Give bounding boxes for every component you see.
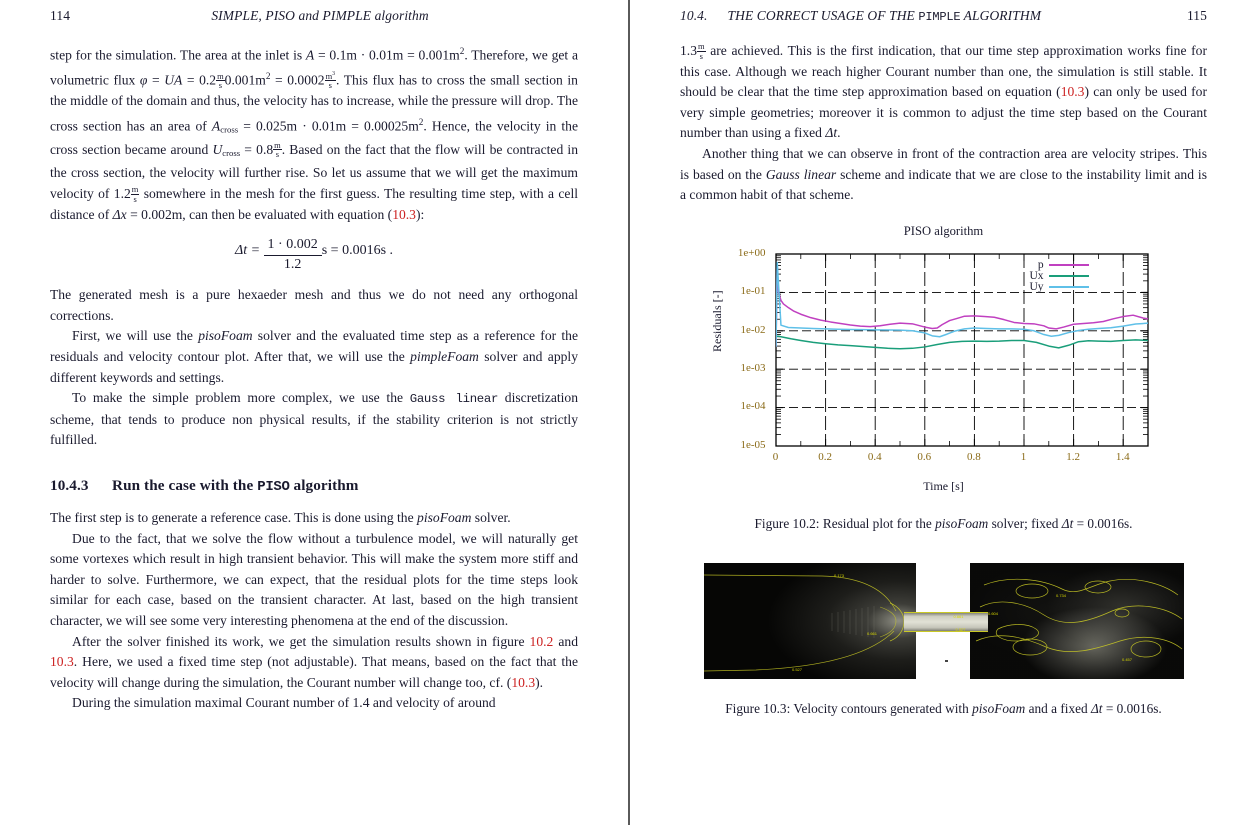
plot-x-tick-label: 0.4	[867, 450, 882, 463]
text-run: = 0.025m · 0.01m = 0.00025m	[238, 118, 419, 134]
text-run: Figure 10.2: Residual plot for the	[754, 515, 936, 531]
plot-legend-swatch	[1049, 286, 1089, 288]
plot-y-tick-label: 1e-05	[740, 438, 766, 451]
math-A: A	[211, 118, 221, 134]
svg-text:0.604: 0.604	[987, 610, 998, 616]
text-run: 0.001m	[224, 72, 266, 88]
text-run: = 0.2	[182, 72, 217, 88]
section-title-part: Run the case with the	[112, 476, 258, 494]
residual-plot	[709, 223, 1174, 494]
text-run: First, we will use the	[72, 328, 199, 344]
text-run: . Here, we used a fixed time step (not adjustable). That means, based on the fact that the velocity will change during the simulation, the Courant number will change too, cf. (	[50, 654, 578, 690]
text-run: ):	[415, 206, 425, 222]
fraction-m3-over-s: $\frac{m^3}{s}$	[325, 70, 336, 91]
plot-x-tick-label: 0.8	[967, 450, 981, 463]
plot-legend-label: Ux	[1029, 270, 1044, 283]
figure-reference-10-2[interactable]: 10.2	[529, 633, 554, 649]
left-paragraph-3	[50, 326, 578, 388]
math-A: A	[305, 47, 315, 63]
svg-text:0.527: 0.527	[791, 666, 802, 672]
text-run: ALGORITHM	[960, 8, 1042, 23]
text-run: = 0.0016s.	[1073, 515, 1133, 531]
plot-legend-label: Uy	[1029, 281, 1044, 294]
text-run: = 0.002m, can then be evaluated with equation (	[126, 206, 393, 222]
spacer	[50, 30, 578, 41]
text-run: are achieved. This is the first indication, that our time step approximation works fine for this case. Although we reach higher Courant number than one, the simulation is still stable. It should be clear that the time step approximation based on equation (	[680, 43, 1207, 100]
figure-10-2-caption	[680, 514, 1207, 533]
equation-numerator: 1 · 0.002	[264, 237, 322, 256]
text-run: . Therefore, we get a volumetric flux	[50, 47, 578, 88]
contour-image-right	[970, 563, 1184, 679]
text-run: discretization scheme, that tends to produce non physical results, if the stability criterion is not strictly fulfilled.	[50, 390, 579, 448]
fraction-m-over-s: $\frac{m}{s}$	[217, 70, 224, 91]
right-running-head	[680, 8, 1207, 30]
text-run: . Hence, the velocity in the cross section became around	[50, 118, 578, 157]
text-run: Another thing that we can observe in front of the contraction area are velocity stripes. This is based on the	[680, 145, 1207, 182]
equation-reference-10-3[interactable]: 10.3	[511, 674, 536, 690]
svg-text:0.457: 0.457	[1121, 656, 1132, 662]
text-run: solver and apply different keywords and settings.	[50, 348, 578, 385]
right-page-column	[630, 0, 1255, 718]
figure-reference-10-3[interactable]: 10.3	[50, 654, 74, 670]
section-number: 10.4.3	[50, 476, 89, 494]
text-run: Figure 10.3: Velocity contours generated with	[725, 700, 973, 716]
text-run: = 0.8	[240, 141, 274, 157]
equation-lhs: Δt =	[234, 243, 261, 259]
left-running-head-title: SIMPLE, PISO and PIMPLE algorithm	[211, 8, 429, 23]
plot-y-tick-label: 1e+00	[737, 246, 766, 259]
plot-x-axis-label: Time [s]	[923, 478, 964, 493]
plot-x-tick-label: 0.6	[917, 450, 932, 463]
subscript-cross: cross	[222, 147, 241, 158]
contour-jet-edge-bottom	[904, 631, 988, 632]
plot-x-tick-label: 1.2	[1066, 450, 1080, 463]
left-page-column	[0, 0, 628, 714]
plot-legend-entry	[1030, 282, 1089, 293]
text-run: After the solver finished its work, we get the simulation results shown in figure	[72, 633, 530, 649]
svg-text:0.661: 0.661	[866, 630, 877, 636]
text-run: solver; fixed	[988, 515, 1062, 531]
contour-right-svg	[970, 563, 1184, 679]
left-running-head	[50, 8, 578, 30]
solver-name-pimplefoam: pimpleFoam	[410, 348, 479, 364]
plot-y-tick-label: 1e-03	[740, 361, 766, 374]
plot-legend-swatch	[1049, 264, 1089, 266]
cross-reference-link[interactable]: 10.3	[392, 206, 416, 222]
text-run: =	[147, 72, 165, 88]
left-paragraph-6: Due to the fact, that we solve the flow without a turbulence model, we will naturally get some vortexes which result in high transient behavior. This will make the system more stiff and harder to solve. Furthermore, we can expect, that the residual plots for the time steps look similar for each case, based on the transient character. At last, based on the high transient character, we will see some very interesting phenomena at the end of the discussion.	[50, 530, 578, 628]
math-delta-t: Δt	[1091, 700, 1103, 716]
left-paragraph-1	[50, 41, 578, 225]
solver-name-pisofoam: pisoFoam	[972, 700, 1026, 716]
svg-text:0.734: 0.734	[1055, 592, 1066, 598]
text-run: and	[553, 633, 578, 649]
plot-y-tick-label: 1e-01	[740, 285, 766, 298]
solver-name-pisofoam: pisoFoam	[935, 515, 989, 531]
contour-label: 0.661	[953, 613, 964, 619]
plot-x-tick-label: 1	[1020, 450, 1027, 463]
text-run: To make the simple problem more complex, we use the	[72, 390, 410, 406]
contour-left-svg	[704, 563, 916, 679]
contour-jet-edge-top	[904, 612, 988, 613]
text-run: scheme and indicate that we are close to the instability limit and is a common habit of that scheme.	[680, 166, 1207, 203]
right-running-head-title	[708, 8, 1187, 24]
plot-legend-entry	[1030, 260, 1089, 271]
text-run: step for the simulation. The area at the inlet is	[50, 47, 306, 63]
figure-10-3-caption	[680, 699, 1207, 718]
plot-legend-label: p	[1037, 259, 1044, 272]
text-run: = 0.0016s.	[1102, 700, 1162, 716]
contour-jet-stream	[904, 612, 988, 632]
svg-text:0.173: 0.173	[833, 572, 844, 578]
math-delta-x: Δx	[112, 206, 127, 222]
plot-x-tick-label: 0	[772, 450, 779, 463]
right-paragraph-1	[680, 41, 1207, 144]
left-paragraph-5	[50, 508, 578, 529]
plot-y-tick-label: 1e-02	[740, 323, 766, 336]
left-paragraph-4	[50, 388, 578, 451]
solver-name-pisofoam: pisoFoam	[198, 328, 253, 344]
right-paragraph-2	[680, 144, 1207, 206]
display-equation	[50, 237, 578, 273]
scheme-name-gauss-linear: Gauss linear	[765, 166, 837, 182]
section-title-part: algorithm	[289, 476, 359, 494]
text-run: The first step is to generate a reference case. This is done using the	[50, 509, 418, 525]
spacer	[680, 30, 1207, 41]
solver-name-pisofoam: pisoFoam	[417, 509, 472, 525]
text-run: . This flux has to cross the small section in the middle of the domain and thus, the velocity has to increase, while the pressure will drop. The cross section has an area of	[50, 72, 578, 134]
plot-x-tick-label: 1.4	[1115, 450, 1130, 463]
velocity-contour-images	[704, 563, 1184, 679]
text-run: ).	[535, 674, 544, 690]
text-run: = 0.1m · 0.01m = 0.001m	[314, 47, 460, 63]
plot-x-tick-label: 0.2	[818, 450, 832, 463]
plot-legend	[1030, 260, 1089, 293]
equation-reference-10-3[interactable]: 10.3	[1060, 84, 1085, 100]
equation-rhs: s = 0.0016s .	[321, 243, 394, 259]
plot-y-axis-label: Residuals [-]	[709, 290, 724, 352]
math-delta-t: Δt	[825, 125, 838, 141]
text-run: and a fixed	[1025, 700, 1091, 716]
fraction-m-over-s: $\frac{m}{s}$	[131, 183, 139, 204]
text-run: .	[837, 125, 841, 141]
text-run: 1.3	[680, 43, 697, 58]
text-run: . Based on the fact that the flow will be contracted in the cross section, the velocity will further rise. So let us assume that we will get the maximum velocity of 1.2	[50, 141, 578, 201]
math-phi: φ	[139, 72, 148, 88]
superscript-2: 2	[265, 71, 271, 82]
superscript-2: 2	[418, 116, 424, 127]
left-paragraph-8: During the simulation maximal Courant number of 1.4 and velocity of around	[72, 695, 496, 711]
code-piso: PISO	[257, 478, 290, 495]
figure-10-3	[680, 563, 1207, 718]
math-delta-t: Δt	[1061, 515, 1074, 531]
contour-dot	[945, 660, 948, 662]
plot-title: PISO algorithm	[903, 223, 984, 238]
text-run: = 0.0002	[270, 72, 325, 88]
plot-y-tick-label: 1e-04	[740, 400, 766, 413]
superscript-2: 2	[459, 46, 465, 56]
math-UA: UA	[164, 72, 183, 88]
figure-10-2	[680, 224, 1207, 533]
left-folio: 114	[50, 8, 71, 23]
code-gauss-linear: Gauss linear	[409, 392, 499, 407]
fraction-m-over-s: $\frac{m}{s}$	[274, 139, 281, 160]
left-paragraph-2: The generated mesh is a pure hexaeder mesh and thus we do not need any orthogonal corrections.	[50, 287, 578, 323]
text-run: solver and the evaluated time step as a reference for the residuals and velocity contour plot. After that, we will use the	[50, 328, 578, 364]
plot-legend-entry	[1030, 271, 1089, 282]
text-run: solver.	[471, 509, 511, 525]
equation-fraction	[264, 237, 322, 273]
contour-image-left	[704, 563, 916, 679]
code-pimple: PIMPLE	[918, 10, 961, 24]
text-run: THE CORRECT USAGE OF THE	[727, 8, 919, 23]
right-folio: 115	[1186, 8, 1207, 23]
section-heading-10-4-3	[50, 477, 578, 495]
right-running-head-section: 10.4.	[680, 8, 708, 23]
equation-denominator: 1.2	[283, 256, 302, 272]
text-run: somewhere in the mesh for the first guess. The resulting time step, with a cell distance of	[50, 185, 578, 222]
fraction-m-over-s: $\frac{m}{s}$	[698, 40, 705, 61]
plot-legend-swatch	[1049, 275, 1089, 277]
text-run: ) can only be used for very simple geometries; moreover it is common to adjust the time step based on the Courant number than using a fixed	[680, 84, 1207, 141]
left-paragraph-7	[50, 632, 578, 694]
contour-label: 0.527	[955, 626, 966, 632]
subscript-cross: cross	[220, 124, 239, 135]
math-U: U	[212, 141, 223, 157]
